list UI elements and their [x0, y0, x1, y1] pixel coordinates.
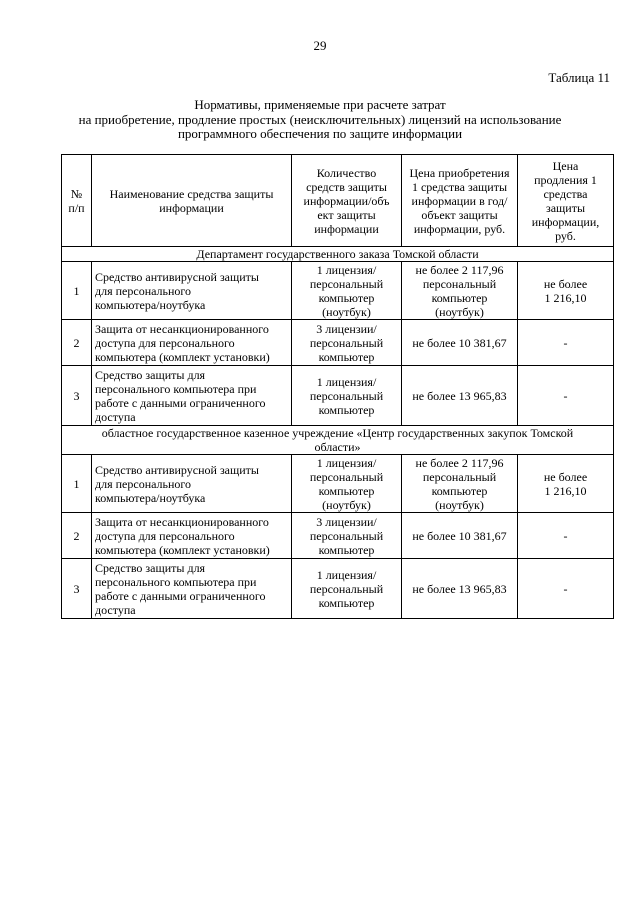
cell-line: компьютер [318, 483, 375, 498]
protection-name-cell [92, 455, 292, 513]
quantity-cell [292, 366, 402, 426]
table-row [62, 366, 614, 426]
cell-line: не более 2 117,96 [415, 455, 504, 470]
extension-price-cell [518, 559, 614, 619]
cell-line: не более 13 965,83 [412, 581, 507, 596]
extension-price-cell [518, 455, 614, 513]
cell-line: компьютера/ноутбука [95, 297, 206, 312]
table-row [62, 455, 614, 513]
cell-line: не более [543, 276, 588, 291]
cell-line: для персонального [95, 283, 192, 298]
cell-line: доступа для персонального [95, 528, 235, 543]
table-row [62, 320, 614, 366]
cell-line: персонального компьютера при [95, 574, 257, 589]
cell-line: компьютера (комплект установки) [95, 349, 270, 364]
extension-price-cell [518, 262, 614, 320]
table-row [62, 559, 614, 619]
title-line: Нормативы, применяемые при расчете затрат [194, 97, 446, 112]
protection-name-cell [92, 320, 292, 366]
cell-line: персональный [309, 469, 384, 484]
cell-line: - [563, 528, 568, 543]
cell-line: средства [543, 186, 588, 201]
quantity-cell [292, 455, 402, 513]
cell-line: области» [314, 440, 361, 454]
protection-name-cell [92, 513, 292, 559]
purchase-price-cell [402, 455, 518, 513]
cell-line: информации в год/ [411, 193, 508, 208]
section-title [62, 426, 614, 455]
purchase-price-cell [402, 320, 518, 366]
title-line: на приобретение, продление простых (неисключительных) лицензий на использование [78, 111, 562, 127]
header-qty [292, 155, 402, 247]
purchase-price-cell [402, 513, 518, 559]
cell-line: информации, руб. [413, 221, 506, 236]
cell-line: - [563, 581, 568, 596]
cell-line: Защита от несанкционированного [95, 321, 269, 336]
cell-line: персональный [309, 335, 384, 350]
cell-line: (ноутбук) [435, 497, 484, 512]
cell-line: п/п [68, 200, 85, 215]
row-number: 3 [62, 366, 92, 426]
cell-line: не более 10 381,67 [412, 335, 507, 350]
protection-name-cell [92, 366, 292, 426]
document-title [60, 98, 580, 142]
cell-line: 1 средства защиты [411, 179, 508, 194]
header-row [62, 155, 614, 247]
purchase-price-cell [402, 559, 518, 619]
cell-line: Защита от несанкционированного [95, 514, 269, 529]
protection-name-cell [92, 262, 292, 320]
quantity-cell [292, 513, 402, 559]
cell-line: персональный [309, 388, 384, 403]
purchase-price-cell [402, 262, 518, 320]
cell-line: Департамент государственного заказа Томской области [196, 247, 479, 261]
cell-line: компьютер [318, 290, 375, 305]
cell-line: 1 216,10 [544, 483, 587, 498]
cell-line: не более 10 381,67 [412, 528, 507, 543]
cell-line: (ноутбук) [435, 304, 484, 319]
cell-line: персональный [422, 469, 497, 484]
header-num [62, 155, 92, 247]
cell-line: информации [314, 221, 379, 236]
cell-line: средств защиты [306, 179, 387, 194]
cell-line: информации/объ [303, 193, 390, 208]
cell-line: компьютера (комплект установки) [95, 542, 270, 557]
cell-line: доступа для персонального [95, 335, 235, 350]
row-number: 2 [62, 513, 92, 559]
page-number: 29 [313, 38, 327, 53]
cell-line: информации [159, 200, 224, 215]
cell-line: № [70, 186, 83, 201]
cell-line: Средство защиты для [95, 560, 206, 575]
title-line: программного обеспечения по защите информации [177, 126, 463, 141]
cell-line: 1 лицензия/ [316, 262, 377, 277]
cell-line: персонального компьютера при [95, 381, 257, 396]
cell-line: персональный [309, 581, 384, 596]
cell-line: доступа [95, 602, 136, 617]
table-body [62, 247, 614, 619]
cell-line: 1 216,10 [544, 290, 587, 305]
quantity-cell [292, 320, 402, 366]
table-label: Таблица 11 [548, 70, 610, 85]
cell-line: персональный [309, 276, 384, 291]
cell-line: доступа [95, 409, 136, 424]
cell-line: 1 лицензия/ [316, 567, 377, 582]
quantity-cell [292, 262, 402, 320]
cell-line: компьютера/ноутбука [95, 490, 206, 505]
row-number: 1 [62, 262, 92, 320]
row-number: 1 [62, 455, 92, 513]
cell-line: компьютер [431, 483, 488, 498]
cell-line: областное государственное казенное учреждение «Центр государственных закупок Томской [101, 426, 574, 440]
cell-line: руб. [555, 228, 576, 243]
header-ext-price [518, 155, 614, 247]
header-buy-price [402, 155, 518, 247]
header-name [92, 155, 292, 247]
cell-line: не более 2 117,96 [415, 262, 504, 277]
cell-line: компьютер [318, 595, 375, 610]
section-header-row [62, 426, 614, 455]
cell-line: 3 лицензии/ [316, 321, 377, 336]
cell-line: Средство защиты для [95, 367, 206, 382]
cell-line: работе с данными ограниченного [95, 395, 266, 410]
protection-name-cell [92, 559, 292, 619]
section-title [62, 247, 614, 262]
cell-line: Средство антивирусной защиты [95, 269, 259, 284]
cell-line: объект защиты [421, 207, 498, 222]
quantity-cell [292, 559, 402, 619]
cell-line: компьютер [318, 402, 375, 417]
cell-line: (ноутбук) [322, 304, 371, 319]
extension-price-cell [518, 513, 614, 559]
table-row [62, 262, 614, 320]
cell-line: работе с данными ограниченного [95, 588, 266, 603]
cell-line: Цена приобретения [409, 165, 510, 180]
cell-line: Количество [316, 165, 377, 180]
cell-line: Средство антивирусной защиты [95, 462, 259, 477]
cell-line: персональный [422, 276, 497, 291]
norms-table [61, 154, 614, 619]
cell-line: - [563, 335, 568, 350]
row-number: 3 [62, 559, 92, 619]
cell-line: персональный [309, 528, 384, 543]
cell-line: защиты [545, 200, 586, 215]
cell-line: - [563, 388, 568, 403]
cell-line: ект защиты [317, 207, 376, 222]
cell-line: (ноутбук) [322, 497, 371, 512]
cell-line: не более [543, 469, 588, 484]
cell-line: 1 лицензия/ [316, 455, 377, 470]
cell-line: не более 13 965,83 [412, 388, 507, 403]
cell-line: компьютер [431, 290, 488, 305]
cell-line: для персонального [95, 476, 192, 491]
extension-price-cell [518, 366, 614, 426]
cell-line: продления 1 [534, 172, 597, 187]
cell-line: Наименование средства защиты [109, 186, 274, 201]
cell-line: 3 лицензии/ [316, 514, 377, 529]
cell-line: компьютер [318, 542, 375, 557]
cell-line: информации, [531, 214, 600, 229]
extension-price-cell [518, 320, 614, 366]
purchase-price-cell [402, 366, 518, 426]
cell-line: Цена [552, 158, 579, 173]
cell-line: компьютер [318, 349, 375, 364]
section-header-row [62, 247, 614, 262]
cell-line: 1 лицензия/ [316, 374, 377, 389]
table-row [62, 513, 614, 559]
row-number: 2 [62, 320, 92, 366]
